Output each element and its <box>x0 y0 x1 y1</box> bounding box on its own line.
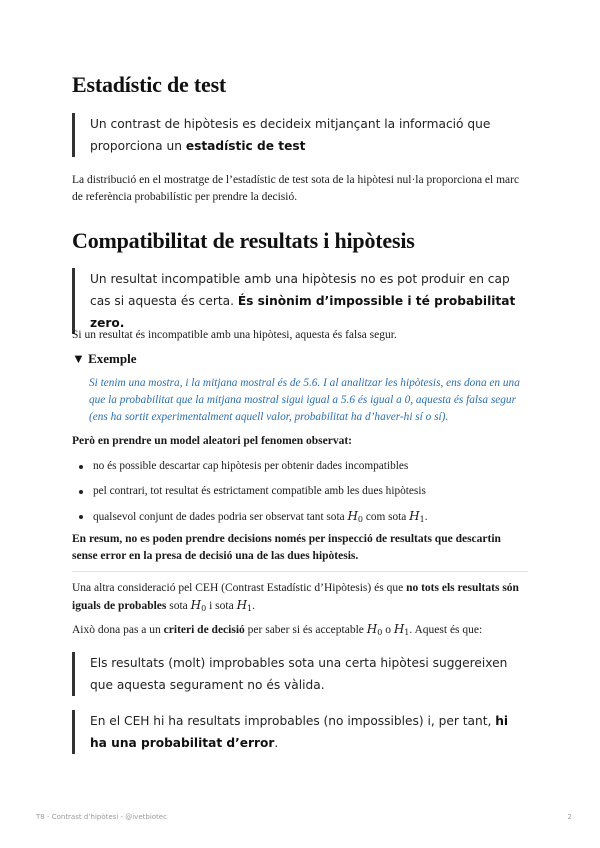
math-h0: $H_0$ <box>190 598 207 613</box>
quote-bold: estadístic de test <box>185 139 306 153</box>
criteri-bold: criteri de decisió <box>163 624 245 636</box>
math-h1: $H_1$ <box>236 598 253 613</box>
math-h1: $H_1$ <box>409 509 425 524</box>
paragraph-model-intro <box>72 433 528 450</box>
ceh-bold: no tots els resultats són iguals de probables <box>72 582 519 612</box>
divider <box>72 571 528 572</box>
blockquote-incompatible <box>72 268 528 334</box>
paragraph-distribution: La distribució en el mostratge de l’estadístic de test sota de la hipòtesi nul·la proporciona el marc de referència probabilístic per prendre la decisió. <box>72 174 520 203</box>
footer-title: T8 - Contrast d’hipòtesi - @ivetbiotec <box>36 813 167 821</box>
bullet-list <box>72 459 528 534</box>
example-toggle[interactable]: ▼ Exemple <box>72 351 137 366</box>
math-h1: $H_1$ <box>393 622 410 637</box>
blockquote-error: En el CEH hi ha resultats improbables (no impossibles) i, per tant, hi ha una probabilitat d’error. <box>72 710 528 754</box>
list-item: pel contrari, tot resultat és estrictament compatible amb les dues hipòtesis <box>72 484 528 509</box>
page-number: 2 <box>567 813 572 821</box>
model-intro-bold: Però en prendre un model aleatori pel fenomen observat: <box>72 435 353 447</box>
paragraph-summary <box>72 531 528 565</box>
blockquote-definition <box>72 113 528 157</box>
math-h0: $H_0$ <box>347 509 363 524</box>
list-item: no és possible descartar cap hipòtesis per obtenir dades incompatibles <box>72 459 528 484</box>
summary-bold: En resum, no es poden prendre decisions només per inspecció de resultats que descartin sense error en la presa de decisió una de las dues hipòtesis. <box>72 533 501 562</box>
list-item: qualsevol conjunt de dades podria ser observat tant sota $H_0$ com sota $H_1$. <box>72 509 528 534</box>
example-text: Si tenim una mostra, i la mitjana mostral és de 5.6. I al analitzar les hipòtesis, ens dona en una que la probabilitat que la mitjana mostral sigui igual a 5.6 és igual a 0, aquesta és falsa segur (ens ha sortit experimentalment aquell valor, probabilitat ha d’haver-hi sí o sí). <box>89 377 520 423</box>
paragraph-criteri: Això dona pas a un criteri de decisió per saber si és acceptable $H_0$ o $H_1$. Aquest és que: <box>72 622 483 637</box>
quote-text: Un contrast de hipòtesis es decideix mitjançant la informació que proporciona un <box>90 117 491 153</box>
quote-bold: És sinònim d’impossible i té probabilitat zero. <box>90 294 516 330</box>
bullet-text: qualsevol conjunt de dades podria ser observat tant sota <box>93 511 348 523</box>
blockquote-improbable: Els resultats (molt) improbables sota una certa hipòtesi suggereixen que aquesta segurament no és vàlida. <box>72 652 528 696</box>
paragraph-ceh: Una altra consideració pel CEH (Contrast Estadístic d’Hipòtesis) és que no tots els resultats són iguals de probables sota $H_0$ i sota $H_1$. <box>72 582 519 613</box>
math-h0: $H_0$ <box>366 622 383 637</box>
heading-estadistic-de-test: Estadístic de test <box>72 72 227 97</box>
quote-bold: hi ha una probabilitat d’error <box>90 714 509 750</box>
heading-compatibilitat: Compatibilitat de resultats i hipòtesis <box>72 228 415 253</box>
quote-text: Un resultat incompatible amb una hipòtesis no es pot produir en cap cas si aquesta és certa. <box>90 272 510 308</box>
paragraph-incompatible: Si un resultat és incompatible amb una hipòtesi, aquesta és falsa segur. <box>72 329 397 341</box>
